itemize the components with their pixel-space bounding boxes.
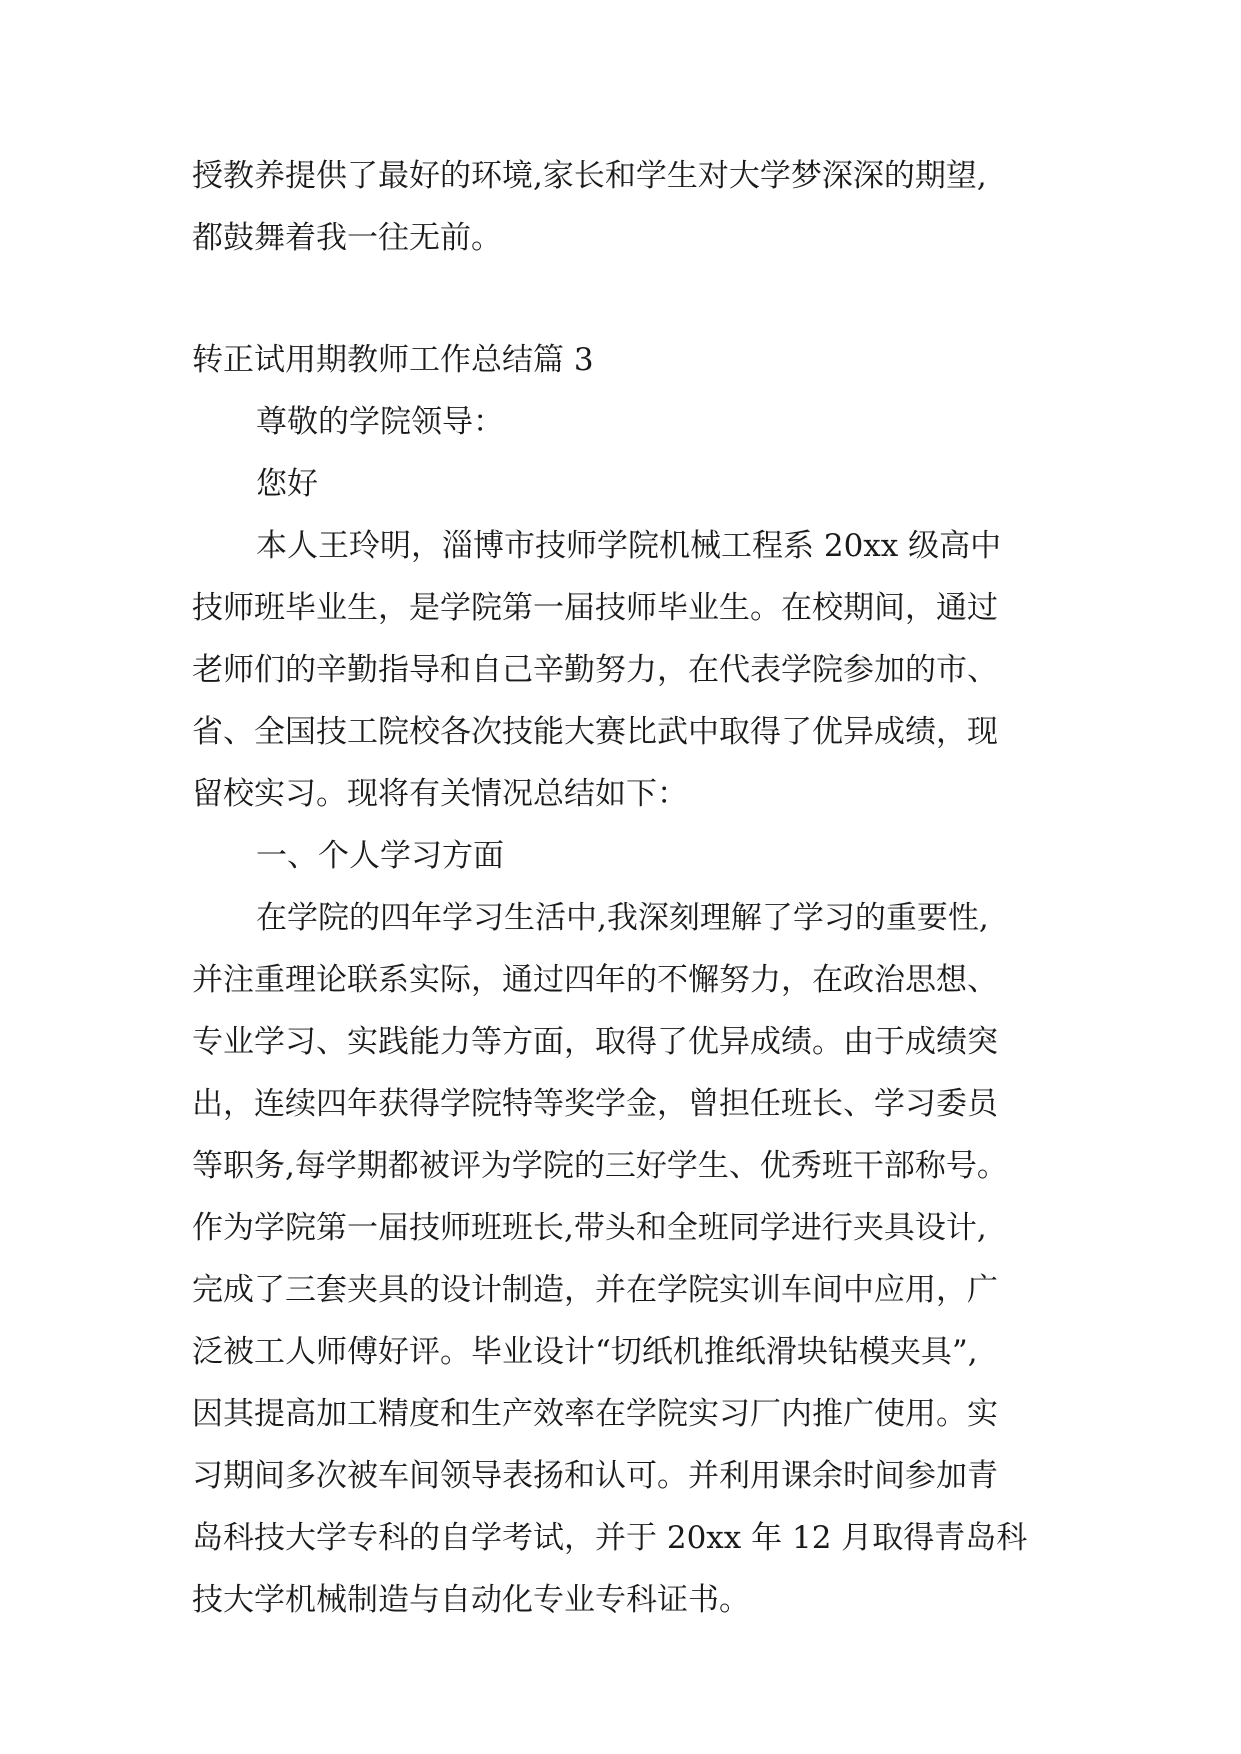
section-title: 转正试用期教师工作总结篇 3	[192, 342, 594, 378]
body-line: 岛科技大学专科的自学考试，并于 20xx 年 12 月取得青岛科	[192, 1520, 1028, 1556]
intro-line: 技师班毕业生，是学院第一届技师毕业生。在校期间，通过	[192, 590, 998, 626]
intro-line: 老师们的辛勤指导和自己辛勤努力，在代表学院参加的市、	[192, 652, 998, 688]
body-line: 习期间多次被车间领导表扬和认可。并利用课余时间参加青	[192, 1458, 998, 1494]
continuation-line: 都鼓舞着我一往无前。	[192, 220, 502, 256]
body-line: 并注重理论联系实际，通过四年的不懈努力，在政治思想、	[192, 962, 998, 998]
body-line: 专业学习、实践能力等方面，取得了优异成绩。由于成绩突	[192, 1024, 998, 1060]
intro-line: 省、全国技工院校各次技能大赛比武中取得了优异成绩，现	[192, 714, 998, 750]
salutation: 尊敬的学院领导：	[256, 404, 504, 440]
section-heading: 一、个人学习方面	[256, 838, 504, 874]
body-line: 等职务,每学期都被评为学院的三好学生、优秀班干部称号。	[192, 1148, 1008, 1184]
body-line: 完成了三套夹具的设计制造，并在学院实训车间中应用，广	[192, 1272, 998, 1308]
body-line: 作为学院第一届技师班班长,带头和全班同学进行夹具设计,	[192, 1210, 987, 1246]
body-line: 在学院的四年学习生活中,我深刻理解了学习的重要性,	[256, 900, 989, 936]
body-line: 出，连续四年获得学院特等奖学金，曾担任班长、学习委员	[192, 1086, 998, 1122]
body-line: 泛被工人师傅好评。毕业设计“切纸机推纸滑块钻模夹具”,	[192, 1334, 978, 1370]
body-line: 因其提高加工精度和生产效率在学院实习厂内推广使用。实	[192, 1396, 998, 1432]
continuation-line: 授教养提供了最好的环境,家长和学生对大学梦深深的期望,	[192, 158, 987, 194]
greeting: 您好	[256, 466, 318, 502]
body-line: 技大学机械制造与自动化专业专科证书。	[192, 1582, 750, 1618]
intro-line: 本人王玲明，淄博市技师学院机械工程系 20xx 级高中	[256, 528, 1002, 564]
intro-line: 留校实习。现将有关情况总结如下：	[192, 776, 688, 812]
